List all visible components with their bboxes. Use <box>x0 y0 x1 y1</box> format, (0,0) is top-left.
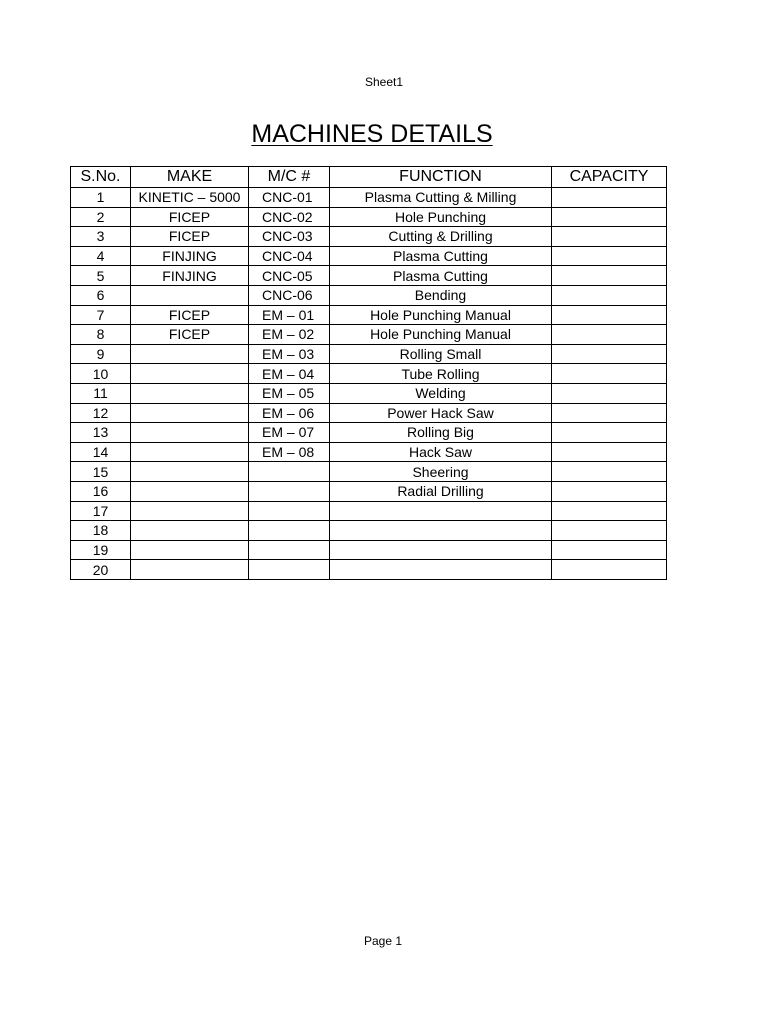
header-make: MAKE <box>131 167 249 188</box>
table-row <box>71 501 667 521</box>
cell-make: FICEP <box>131 227 249 247</box>
page-footer: Page 1 <box>363 934 403 948</box>
table-row <box>71 364 667 384</box>
cell-make <box>131 364 249 384</box>
cell-function: Radial Drilling <box>330 481 552 501</box>
cell-sno: 8 <box>71 325 131 345</box>
cell-mc-number: CNC-03 <box>249 227 330 247</box>
cell-function: Tube Rolling <box>330 364 552 384</box>
table-row <box>71 246 667 266</box>
cell-sno: 13 <box>71 423 131 443</box>
cell-mc-number <box>249 560 330 580</box>
cell-function: Hole Punching Manual <box>330 305 552 325</box>
cell-mc-number <box>249 501 330 521</box>
cell-sno: 14 <box>71 442 131 462</box>
cell-mc-number: EM – 05 <box>249 383 330 403</box>
cell-make <box>131 481 249 501</box>
cell-make: KINETIC – 5000 <box>131 188 249 208</box>
cell-mc-number: CNC-01 <box>249 188 330 208</box>
cell-make <box>131 285 249 305</box>
cell-function: Bending <box>330 285 552 305</box>
table-row <box>71 207 667 227</box>
cell-sno: 3 <box>71 227 131 247</box>
cell-sno: 2 <box>71 207 131 227</box>
cell-sno: 4 <box>71 246 131 266</box>
cell-capacity <box>552 325 667 345</box>
sheet-name-header: Sheet1 <box>364 75 404 89</box>
cell-mc-number: EM – 06 <box>249 403 330 423</box>
table-row <box>71 521 667 541</box>
cell-sno: 5 <box>71 266 131 286</box>
cell-make <box>131 344 249 364</box>
cell-capacity <box>552 403 667 423</box>
cell-capacity <box>552 560 667 580</box>
cell-function: Plasma Cutting & Milling <box>330 188 552 208</box>
cell-sno: 10 <box>71 364 131 384</box>
table-row <box>71 325 667 345</box>
cell-make <box>131 521 249 541</box>
cell-capacity <box>552 501 667 521</box>
cell-mc-number <box>249 521 330 541</box>
cell-capacity <box>552 266 667 286</box>
cell-make <box>131 540 249 560</box>
cell-sno: 15 <box>71 462 131 482</box>
table-row <box>71 481 667 501</box>
cell-mc-number <box>249 540 330 560</box>
cell-function: Cutting & Drilling <box>330 227 552 247</box>
cell-mc-number: EM – 04 <box>249 364 330 384</box>
cell-function: Rolling Small <box>330 344 552 364</box>
cell-sno: 11 <box>71 383 131 403</box>
cell-capacity <box>552 344 667 364</box>
cell-mc-number <box>249 481 330 501</box>
cell-sno: 20 <box>71 560 131 580</box>
cell-make <box>131 560 249 580</box>
cell-function <box>330 521 552 541</box>
cell-function: Hack Saw <box>330 442 552 462</box>
header-capacity: CAPACITY <box>552 167 667 188</box>
cell-mc-number: EM – 08 <box>249 442 330 462</box>
cell-make: FICEP <box>131 207 249 227</box>
cell-mc-number: CNC-02 <box>249 207 330 227</box>
cell-make <box>131 442 249 462</box>
cell-make <box>131 403 249 423</box>
cell-sno: 16 <box>71 481 131 501</box>
cell-mc-number: EM – 07 <box>249 423 330 443</box>
table-row <box>71 560 667 580</box>
cell-function <box>330 560 552 580</box>
cell-function: Power Hack Saw <box>330 403 552 423</box>
cell-make: FICEP <box>131 325 249 345</box>
cell-function: Hole Punching Manual <box>330 325 552 345</box>
cell-capacity <box>552 423 667 443</box>
cell-capacity <box>552 540 667 560</box>
cell-mc-number: CNC-05 <box>249 266 330 286</box>
cell-function: Sheering <box>330 462 552 482</box>
cell-make <box>131 423 249 443</box>
cell-capacity <box>552 227 667 247</box>
cell-mc-number: EM – 03 <box>249 344 330 364</box>
cell-function <box>330 501 552 521</box>
cell-capacity <box>552 383 667 403</box>
table-body <box>71 188 667 580</box>
cell-make <box>131 383 249 403</box>
table-row <box>71 188 667 208</box>
cell-capacity <box>552 442 667 462</box>
machines-table <box>70 166 667 580</box>
table-header-row <box>71 167 667 188</box>
page-title: MACHINES DETAILS <box>251 120 493 148</box>
cell-sno: 12 <box>71 403 131 423</box>
table-row <box>71 227 667 247</box>
header-mc-number: M/C # <box>249 167 330 188</box>
cell-capacity <box>552 481 667 501</box>
cell-function: Plasma Cutting <box>330 246 552 266</box>
table-row <box>71 344 667 364</box>
table-row <box>71 305 667 325</box>
cell-mc-number: CNC-04 <box>249 246 330 266</box>
cell-function: Hole Punching <box>330 207 552 227</box>
cell-sno: 18 <box>71 521 131 541</box>
cell-mc-number: EM – 01 <box>249 305 330 325</box>
table-row <box>71 403 667 423</box>
cell-function <box>330 540 552 560</box>
cell-function: Plasma Cutting <box>330 266 552 286</box>
cell-sno: 19 <box>71 540 131 560</box>
table-row <box>71 285 667 305</box>
table-row <box>71 462 667 482</box>
cell-mc-number: CNC-06 <box>249 285 330 305</box>
cell-function: Rolling Big <box>330 423 552 443</box>
cell-capacity <box>552 285 667 305</box>
cell-capacity <box>552 305 667 325</box>
cell-capacity <box>552 462 667 482</box>
table-row <box>71 423 667 443</box>
cell-make <box>131 462 249 482</box>
table-row <box>71 442 667 462</box>
header-function: FUNCTION <box>330 167 552 188</box>
cell-capacity <box>552 188 667 208</box>
cell-mc-number <box>249 462 330 482</box>
table-row <box>71 266 667 286</box>
cell-sno: 6 <box>71 285 131 305</box>
cell-capacity <box>552 364 667 384</box>
table-row <box>71 540 667 560</box>
cell-function: Welding <box>330 383 552 403</box>
cell-capacity <box>552 246 667 266</box>
cell-sno: 1 <box>71 188 131 208</box>
cell-make: FICEP <box>131 305 249 325</box>
cell-sno: 17 <box>71 501 131 521</box>
cell-mc-number: EM – 02 <box>249 325 330 345</box>
cell-sno: 9 <box>71 344 131 364</box>
cell-sno: 7 <box>71 305 131 325</box>
cell-capacity <box>552 207 667 227</box>
cell-make <box>131 501 249 521</box>
table-row <box>71 383 667 403</box>
header-sno: S.No. <box>71 167 131 188</box>
cell-make: FINJING <box>131 266 249 286</box>
cell-make: FINJING <box>131 246 249 266</box>
cell-capacity <box>552 521 667 541</box>
